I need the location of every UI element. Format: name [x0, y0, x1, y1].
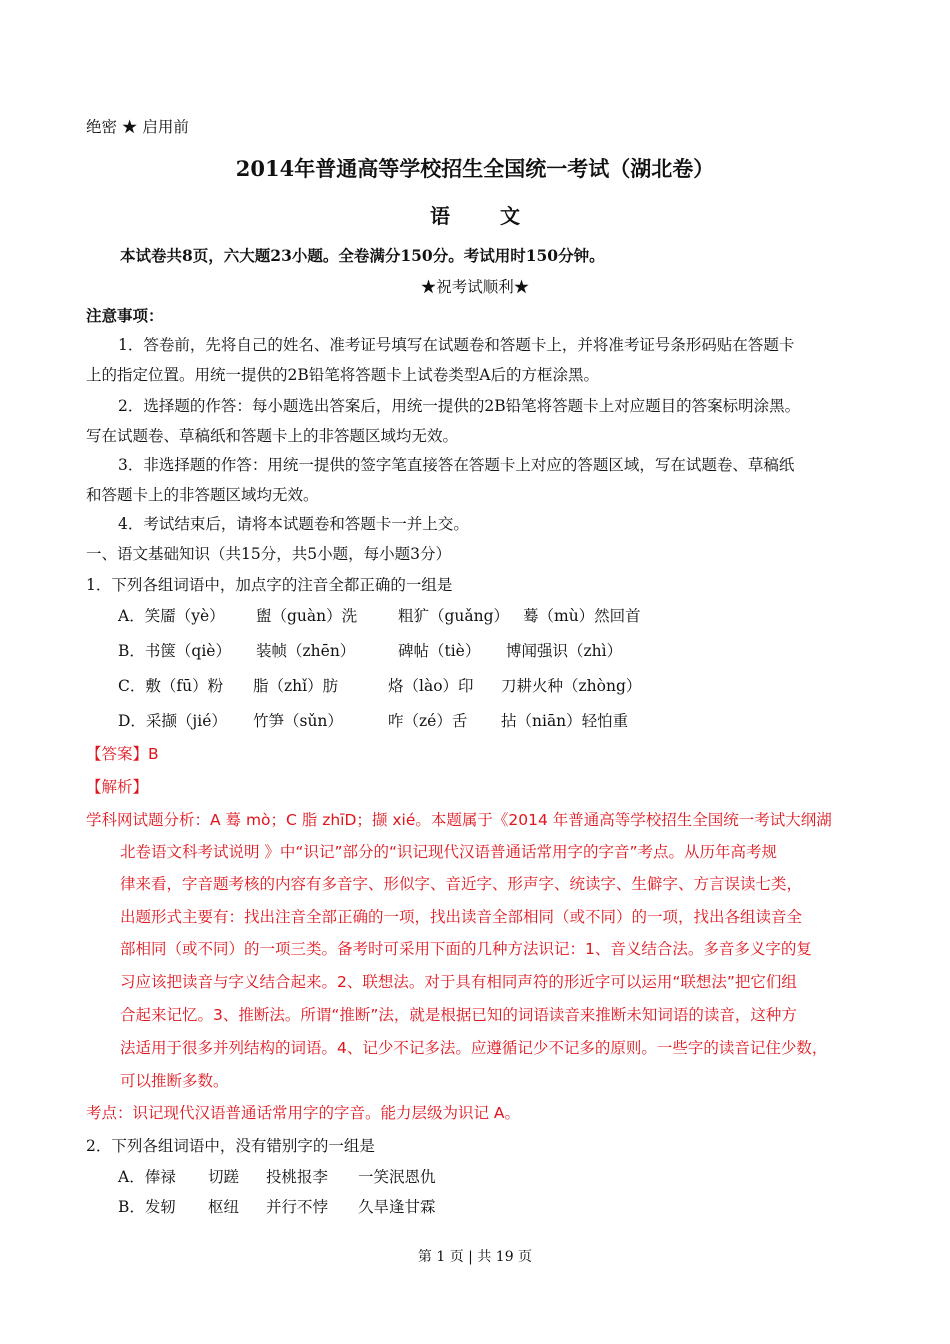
option-word: 一笑泯恩仇: [358, 1168, 436, 1186]
notes-heading: 注意事项：: [86, 306, 164, 325]
question-1-stem: 1．下列各组词语中，加点字的注音全都正确的一组是: [86, 576, 453, 594]
analysis-label: 【解析】: [86, 778, 149, 796]
wish-text: ★祝考试顺利★: [420, 278, 530, 296]
option-word: 装帧（zhēn）: [256, 642, 356, 660]
option-word: 粗犷（guǎng）: [398, 607, 510, 625]
option-word: 枢纽: [208, 1198, 240, 1216]
option-word: 蓦（mù）然回首: [523, 607, 641, 625]
option-word: 拈（niān）轻怕重: [501, 712, 629, 730]
option-word: C．敷（fū）粉: [118, 677, 224, 695]
note-line: 4．考试结束后，请将本试题卷和答题卡一并上交。: [118, 515, 469, 533]
analysis-line: 出题形式主要有：找出注音全部正确的一项，找出读音全部相同（或不同）的一项，找出各组读音全: [120, 908, 803, 926]
analysis-line: 可以推断多数。: [120, 1072, 229, 1090]
section-heading: 一、语文基础知识（共15分，共5小题，每小题3分）: [86, 545, 451, 563]
option-word: 盥（guàn）洗: [256, 607, 358, 625]
note-line: 写在试题卷、草稿纸和答题卡上的非答题区域均无效。: [86, 427, 459, 445]
option-word: 投桃报李: [266, 1168, 329, 1186]
option-word: 并行不悖: [266, 1198, 329, 1216]
option-word: 博闻强识（zhì）: [506, 642, 623, 660]
analysis-line: 学科网试题分析：A 蓦 mò；C 脂 zhīD；撷 xié。本题属于《2014 年普通高等学校招生全国统一考试大纲湖: [86, 811, 832, 829]
exam-info: 本试卷共8页，六大题23小题。全卷满分150分。考试用时150分钟。: [120, 246, 605, 265]
note-line: 2．选择题的作答：每小题选出答案后，用统一提供的2B铅笔将答题卡上对应题目的答案标明涂黑。: [118, 397, 801, 415]
note-line: 和答题卡上的非答题区域均无效。: [86, 486, 319, 504]
option-word: 咋（zé）舌: [388, 712, 468, 730]
option-word: A．俸禄: [118, 1168, 176, 1186]
option-word: 刀耕火种（zhòng）: [501, 677, 642, 695]
option-word: 切蹉: [208, 1168, 240, 1186]
option-word: 脂（zhǐ）肪: [253, 677, 339, 695]
analysis-line: 法适用于很多并列结构的词语。4、记少不记多法。应遵循记少不记多的原则。一些字的读音记住少数，: [120, 1039, 828, 1057]
analysis-line: 北卷语文科考试说明 》中“识记”部分的“识记现代汉语普通话常用字的字音”考点。从历年高考规: [120, 843, 778, 861]
analysis-line: 习应该把读音与字义结合起来。2、联想法。对于具有相同声符的形近字可以运用“联想法”把它们组: [120, 973, 797, 991]
note-line: 1．答卷前，先将自己的姓名、准考证号填写在试题卷和答题卡上，并将准考证号条形码贴在答题卡: [118, 336, 795, 354]
option-word: 烙（lào）印: [388, 677, 474, 695]
option-word: B．书箧（qiè）: [118, 642, 231, 660]
option-word: D．采撷（jié）: [118, 712, 227, 730]
note-line: 上的指定位置。用统一提供的2B铅笔将答题卡上试卷类型A后的方框涂黑。: [86, 366, 599, 384]
option-word: B．发轫: [118, 1198, 176, 1216]
note-line: 3．非选择题的作答：用统一提供的签字笔直接答在答题卡上对应的答题区域，写在试题卷、草稿纸: [118, 456, 795, 474]
option-word: 碑帖（tiè）: [398, 642, 481, 660]
option-word: 久旱逢甘霖: [358, 1198, 436, 1216]
subject-title: 语文: [430, 204, 570, 228]
option-word: A．笑靥（yè）: [118, 607, 225, 625]
exam-title: 2014年普通高等学校招生全国统一考试（湖北卷）: [235, 156, 715, 181]
analysis-line: 合起来记忆。3、推断法。所谓“推断”法，就是根据已知的词语读音来推断未知词语的读音，这种方: [120, 1006, 797, 1024]
test-point: 考点：识记现代汉语普通话常用字的字音。能力层级为识记 A。: [86, 1104, 521, 1122]
option-word: 竹笋（sǔn）: [253, 712, 343, 730]
analysis-line: 部相同（或不同）的一项三类。备考时可采用下面的几种方法识记：1、音义结合法。多音多义字的复: [120, 940, 812, 958]
secret-label: 绝密 ★ 启用前: [86, 118, 189, 136]
question-2-stem: 2．下列各组词语中，没有错别字的一组是: [86, 1137, 375, 1155]
analysis-line: 律来看，字音题考核的内容有多音字、形似字、音近字、形声字、统读字、生僻字、方言误读七类，: [120, 875, 803, 893]
page-footer: 第 1 页 | 共 19 页: [417, 1249, 533, 1265]
answer-label: 【答案】B: [86, 745, 159, 763]
